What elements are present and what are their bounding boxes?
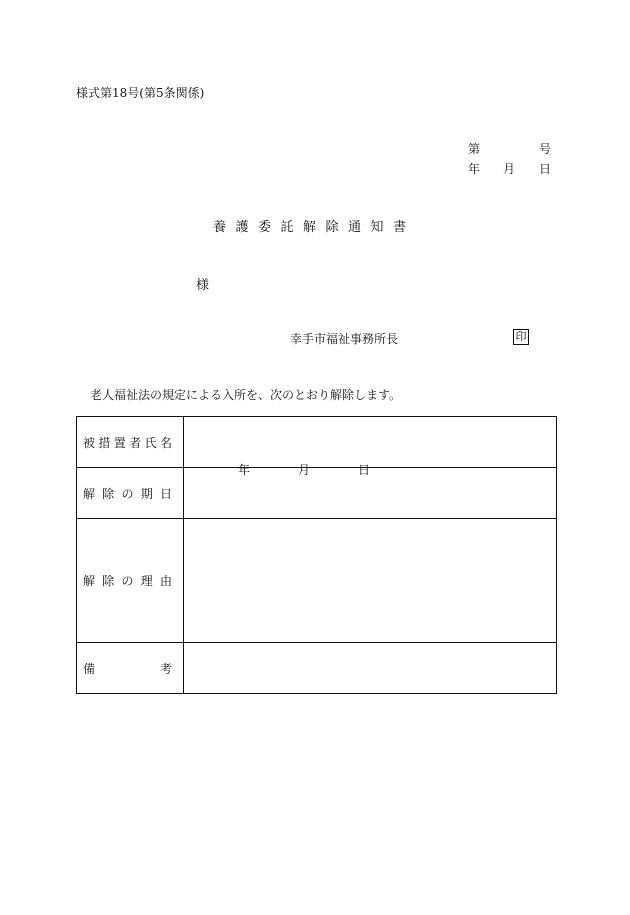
label-subject-name-text: 被措置者氏名 xyxy=(83,435,172,450)
notice-body-text: 老人福祉法の規定による入所を、次のとおり解除します。 xyxy=(90,388,402,402)
label-release-date-text: 解除の期日 xyxy=(83,486,172,501)
value-release-reason[interactable] xyxy=(184,519,557,643)
label-release-reason xyxy=(77,519,184,643)
label-remarks xyxy=(77,643,184,694)
table-row-release-reason xyxy=(77,519,557,643)
form-number: 様式第18号(第5条関係) xyxy=(76,86,205,100)
seal-mark: 印 xyxy=(513,329,529,345)
label-subject-name xyxy=(77,417,184,468)
value-release-date[interactable] xyxy=(184,463,557,519)
release-date-month: 月 xyxy=(298,463,311,477)
value-subject-name[interactable] xyxy=(184,417,557,468)
addressee-honorific: 様 xyxy=(196,278,210,293)
label-remarks-right: 考 xyxy=(159,661,172,676)
value-remarks[interactable] xyxy=(184,643,557,694)
table-row-subject-name xyxy=(77,417,557,468)
release-date-day: 日 xyxy=(358,463,371,477)
document-number-suffix: 号 xyxy=(539,142,552,156)
document-number-prefix: 第 xyxy=(468,142,481,156)
label-remarks-left: 備 xyxy=(83,661,160,676)
sender-title: 幸手市福祉事務所長 xyxy=(290,332,399,346)
label-remarks-text xyxy=(83,660,172,677)
release-date-fields xyxy=(184,463,556,518)
table-row-remarks xyxy=(77,643,557,694)
issue-date-month: 月 xyxy=(503,162,516,176)
issue-date-year: 年 xyxy=(468,162,481,176)
issue-date-day: 日 xyxy=(539,162,552,176)
release-date-year: 年 xyxy=(238,463,251,477)
notice-form-table xyxy=(76,416,557,694)
label-release-reason-text: 解除の理由 xyxy=(83,574,172,588)
label-release-date xyxy=(77,468,184,519)
table-row-release-date xyxy=(77,468,557,519)
document-title: 養護委託解除通知書 xyxy=(213,220,416,235)
